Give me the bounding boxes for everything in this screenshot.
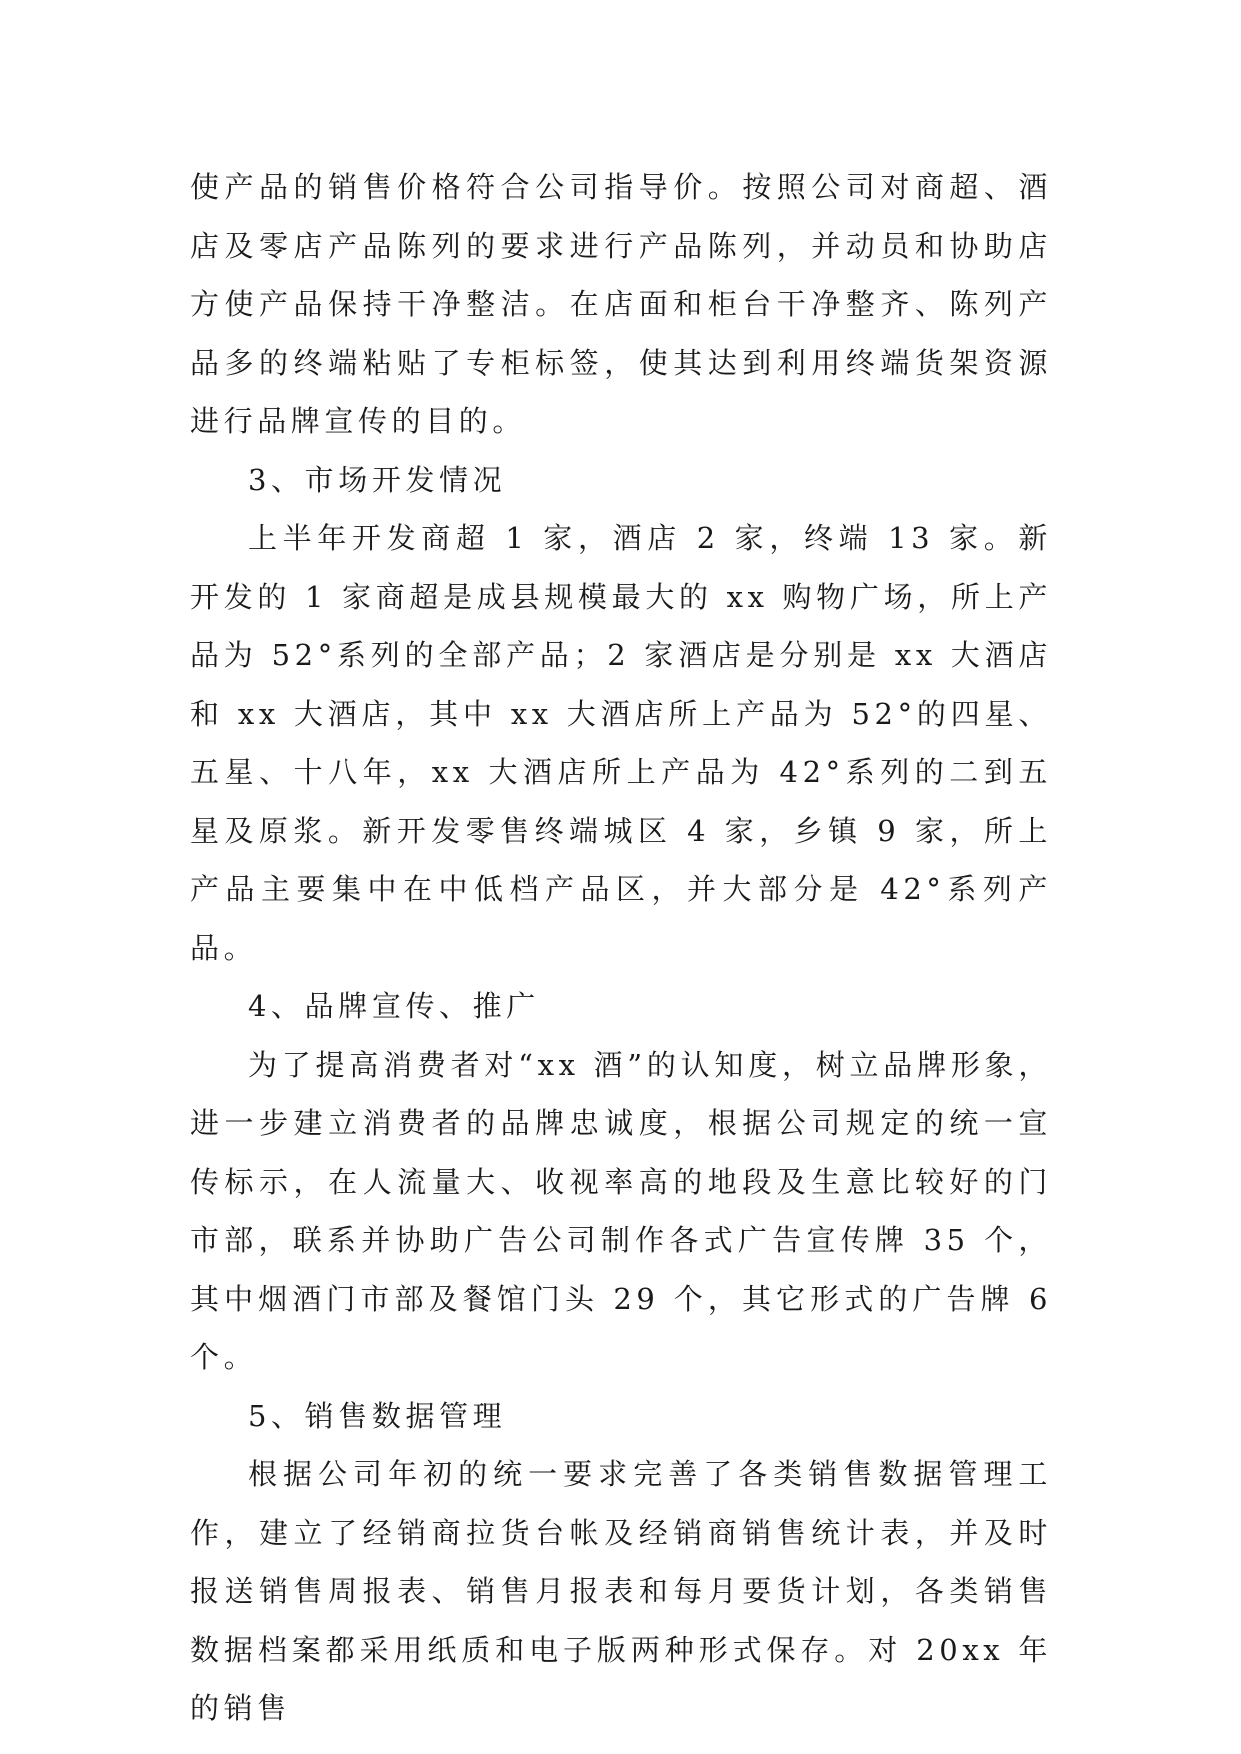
section-heading-sales-data: 5、销售数据管理 [248, 1398, 507, 1433]
paragraph-sales-data: 根据公司年初的统一要求完善了各类销售数据管理工作，建立了经销商拉货台帐及经销商销售统计表，并及时报送销售周报表、销售月报表和每月要货计划，各类销售数据档案都采用纸质和电子版两种形式保存。对 20xx 年的销售 [190, 1457, 1052, 1725]
section-heading-market-development: 3、市场开发情况 [248, 462, 507, 497]
paragraph-brand-promotion: 为了提高消费者对“xx 酒”的认知度，树立品牌形象，进一步建立消费者的品牌忠诚度，根据公司规定的统一宣传标示，在人流量大、收视率高的地段及生意比较好的门市部，联系并协助广告公司制作各式广告宣传牌 35 个，其中烟酒门市部及餐馆门头 29 个，其它形式的广告牌 6 个。 [190, 1047, 1052, 1374]
paragraph-market-development: 上半年开发商超 1 家，酒店 2 家，终端 13 家。新开发的 1 家商超是成县规模最大的 xx 购物广场，所上产品为 52°系列的全部产品；2 家酒店是分别是 xx 大酒店和 xx 大酒店，其中 xx 大酒店所上产品为 52°的四星、五星、十八年，xx 大酒店所上产品为 42°系列的二到五星及原浆。新开发零售终端城区 4 家，乡镇 9 家，所上产品主要集中在中低档产品区，并大部分是 42°系列产品。 [190, 521, 1052, 965]
paragraph-continuation: 使产品的销售价格符合公司指导价。按照公司对商超、酒店及零店产品陈列的要求进行产品陈列，并动员和协助店方使产品保持干净整洁。在店面和柜台干净整齐、陈列产品多的终端粘贴了专柜标签，使其达到利用终端货架资源进行品牌宣传的目的。 [190, 170, 1052, 438]
document-body [190, 158, 1052, 1738]
section-heading-brand-promotion: 4、品牌宣传、推广 [248, 989, 540, 1023]
